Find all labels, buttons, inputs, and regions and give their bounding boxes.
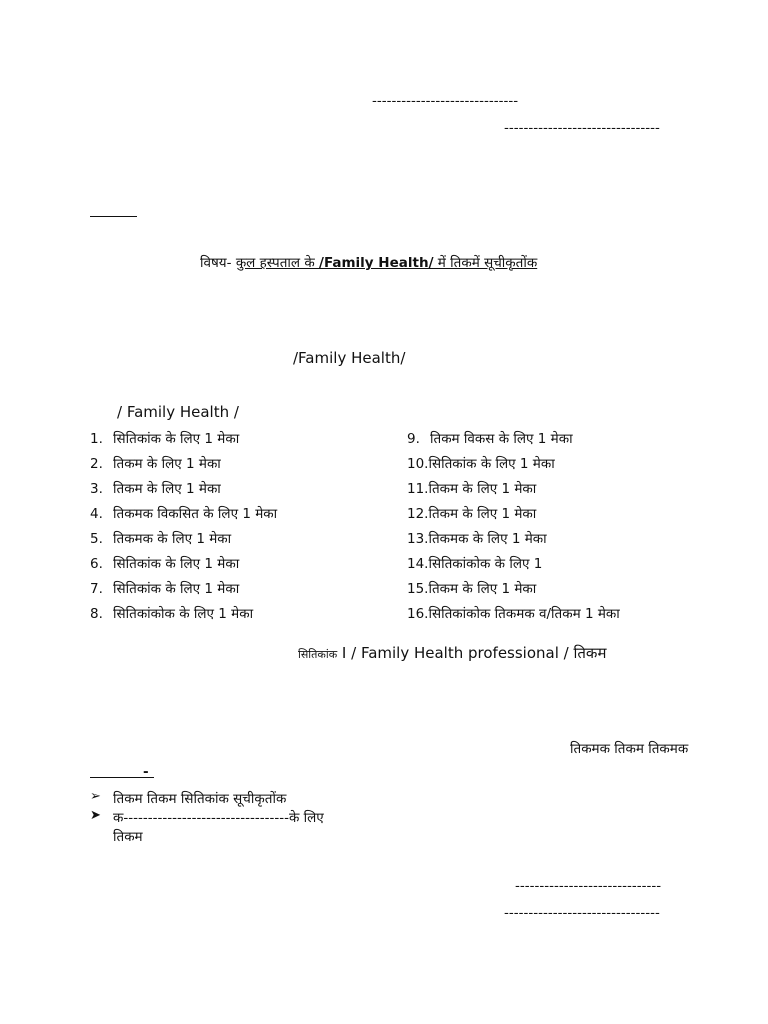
list-item-text: सितिकांकोक तिकमक व/तिकम 1 मेका <box>428 606 620 622</box>
list-item-number: 12. <box>407 506 429 522</box>
subject-line <box>200 253 537 271</box>
list-item <box>90 504 277 522</box>
list-item <box>90 529 231 547</box>
list-item-text: तिकम के लिए 1 मेका <box>113 481 221 497</box>
copy-item-2-continued: तिकम <box>113 829 143 845</box>
bullet-arrow-icon: ➢ <box>90 789 101 804</box>
list-item-text: सितिकांकोक के लिए 1 मेका <box>113 606 254 622</box>
list-item-text: तिकम के लिए 1 मेका <box>428 481 537 497</box>
list-item-number: 16. <box>407 606 429 622</box>
subject-prefix: विषय- <box>200 255 232 271</box>
list-item-text: सितिकांकोक के लिए 1 <box>428 556 543 572</box>
list-item-number: 13. <box>407 531 429 547</box>
footer-dash-line-2: -------------------------------- <box>504 905 660 921</box>
professional-prefix: सितिकांक <box>298 648 338 661</box>
list-item-number: 4. <box>90 506 103 522</box>
center-heading: /Family Health/ <box>293 349 406 367</box>
list-item-text: सितिकांक के लिए 1 मेका <box>113 431 240 447</box>
list-item <box>407 454 555 472</box>
list-item-text: तिकमक के लिए 1 मेका <box>113 531 232 547</box>
list-heading: / Family Health / <box>117 403 239 421</box>
list-item-number: 1. <box>90 431 103 447</box>
list-item <box>90 579 239 597</box>
list-item-text: तिकम विकस के लिए 1 मेका <box>430 431 573 447</box>
list-item <box>90 554 239 572</box>
list-item-number: 10. <box>407 456 429 472</box>
list-item-number: 2. <box>90 456 103 472</box>
list-item <box>90 454 221 472</box>
list-item-text: तिकम के लिए 1 मेका <box>113 456 221 472</box>
list-item-number: 11. <box>407 481 429 497</box>
list-item-number: 8. <box>90 606 103 622</box>
professional-line: सितिकांक I / Family Health professional / तिकम <box>298 644 607 662</box>
list-item <box>90 479 221 497</box>
list-item-text: तिकमक विकसित के लिए 1 मेका <box>113 506 278 522</box>
list-item <box>407 529 547 547</box>
list-item-text: तिकम के लिए 1 मेका <box>428 581 537 597</box>
list-item <box>407 604 620 622</box>
list-item-number: 6. <box>90 556 103 572</box>
copy-to-underline <box>90 777 154 778</box>
list-item-text: तिकमक के लिए 1 मेका <box>428 531 547 547</box>
list-item-text: सितिकांक के लिए 1 मेका <box>113 556 240 572</box>
list-item <box>407 504 536 522</box>
bullet-arrow-icon: ➤ <box>90 808 101 823</box>
copy-to-label: - <box>143 764 149 780</box>
list-item-number: 9. <box>407 431 420 447</box>
list-item-text: सितिकांक के लिए 1 मेका <box>428 456 555 472</box>
list-item <box>407 479 536 497</box>
subject-bold: /Family Health/ <box>319 255 434 271</box>
list-item-number: 7. <box>90 581 103 597</box>
header-dash-line-2: -------------------------------- <box>504 120 660 136</box>
list-item-number: 15. <box>407 581 429 597</box>
list-item-number: 5. <box>90 531 103 547</box>
list-item <box>407 579 536 597</box>
list-item-text: तिकम के लिए 1 मेका <box>428 506 537 522</box>
list-item <box>90 429 239 447</box>
list-item <box>407 429 573 447</box>
footer-dash-line-1: ------------------------------ <box>515 878 662 894</box>
signature-label: तिकमक तिकम तिकमक <box>570 741 689 757</box>
list-item <box>90 604 253 622</box>
list-item-number: 3. <box>90 481 103 497</box>
list-item-text: सितिकांक के लिए 1 मेका <box>113 581 240 597</box>
professional-suffix: तिकम <box>573 644 607 662</box>
list-item-number: 14. <box>407 556 429 572</box>
list-item <box>407 554 542 572</box>
copy-item-1: तिकम तिकम सितिकांक सूचीकृतोंक <box>113 791 287 807</box>
letter-ref-underline <box>90 216 137 217</box>
subject-text: कुल हस्पताल के /Family Health/ में तिकमें सूचीकृतोंक <box>235 255 538 271</box>
header-dash-line-1: ------------------------------ <box>372 93 519 109</box>
copy-item-2: क----------------------------------के लिए <box>113 810 324 826</box>
